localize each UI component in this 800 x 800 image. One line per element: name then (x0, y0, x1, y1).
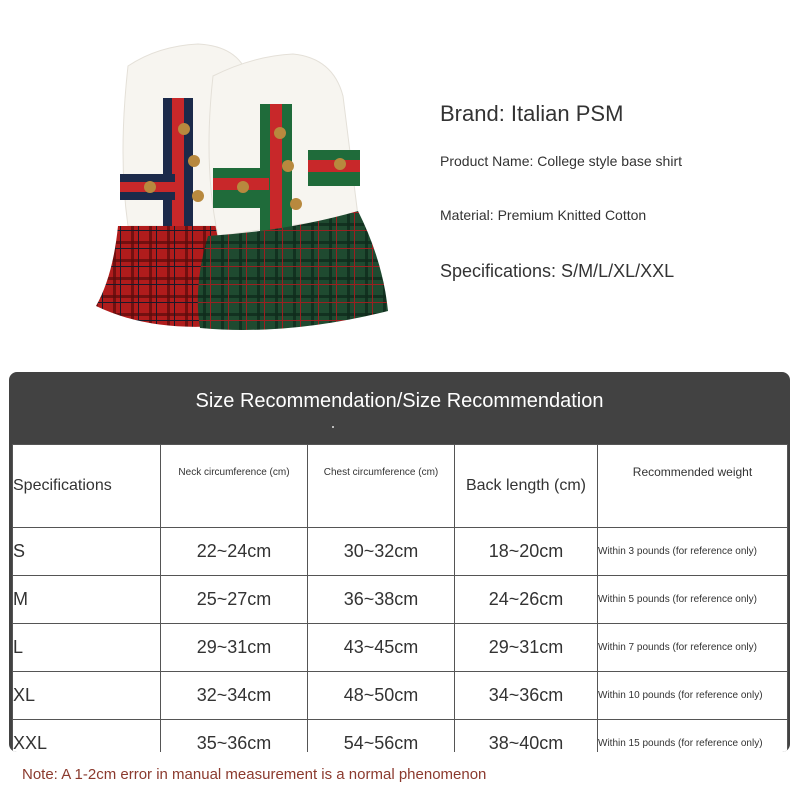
neck-cell: 32~34cm (161, 672, 308, 720)
header-chest: Chest circumference (cm) (308, 445, 455, 528)
header-row (13, 445, 788, 528)
product-name-text: Product Name: College style base shirt (440, 153, 682, 169)
size-table (9, 372, 790, 752)
chest-cell: 36~38cm (308, 576, 455, 624)
weight-cell: Within 7 pounds (for reference only) (598, 624, 788, 672)
header-neck: Neck circumference (cm) (161, 445, 308, 528)
neck-cell: 35~36cm (161, 720, 308, 753)
header-weight: Recommended weight (598, 445, 788, 528)
brand-text: Brand: Italian PSM (440, 101, 624, 126)
neck-cell: 25~27cm (161, 576, 308, 624)
product-photo (88, 36, 398, 336)
measurement-note: Note: A 1-2cm error in manual measurement is a normal phenomenon (22, 766, 487, 783)
weight-cell: Within 5 pounds (for reference only) (598, 576, 788, 624)
table-row (13, 672, 788, 720)
size-table-title: Size Recommendation/Size Recommendation (195, 390, 604, 412)
chest-cell: 43~45cm (308, 624, 455, 672)
table-row (13, 528, 788, 576)
table-row (13, 576, 788, 624)
size-cell: L (13, 624, 161, 672)
weight-cell: Within 10 pounds (for reference only) (598, 672, 788, 720)
back-length-cell: 38~40cm (455, 720, 598, 753)
size-cell: S (13, 528, 161, 576)
size-cell: XL (13, 672, 161, 720)
green-plaid-shirt (198, 54, 388, 330)
size-cell: XXL (13, 720, 161, 753)
size-grid (12, 444, 788, 752)
size-cell: M (13, 576, 161, 624)
table-row (13, 624, 788, 672)
back-length-cell: 34~36cm (455, 672, 598, 720)
back-length-cell: 24~26cm (455, 576, 598, 624)
chest-cell: 30~32cm (308, 528, 455, 576)
back-length-cell: 18~20cm (455, 528, 598, 576)
chest-cell: 54~56cm (308, 720, 455, 753)
neck-cell: 22~24cm (161, 528, 308, 576)
title-dot (332, 426, 334, 428)
chest-cell: 48~50cm (308, 672, 455, 720)
header-specifications: Specifications (13, 445, 161, 528)
neck-cell: 29~31cm (161, 624, 308, 672)
specifications-text: Specifications: S/M/L/XL/XXL (440, 261, 675, 281)
table-row (13, 720, 788, 753)
weight-cell: Within 15 pounds (for reference only) (598, 720, 788, 753)
header-back-length: Back length (cm) (455, 445, 598, 528)
material-text: Material: Premium Knitted Cotton (440, 207, 647, 223)
back-length-cell: 29~31cm (455, 624, 598, 672)
weight-cell: Within 3 pounds (for reference only) (598, 528, 788, 576)
